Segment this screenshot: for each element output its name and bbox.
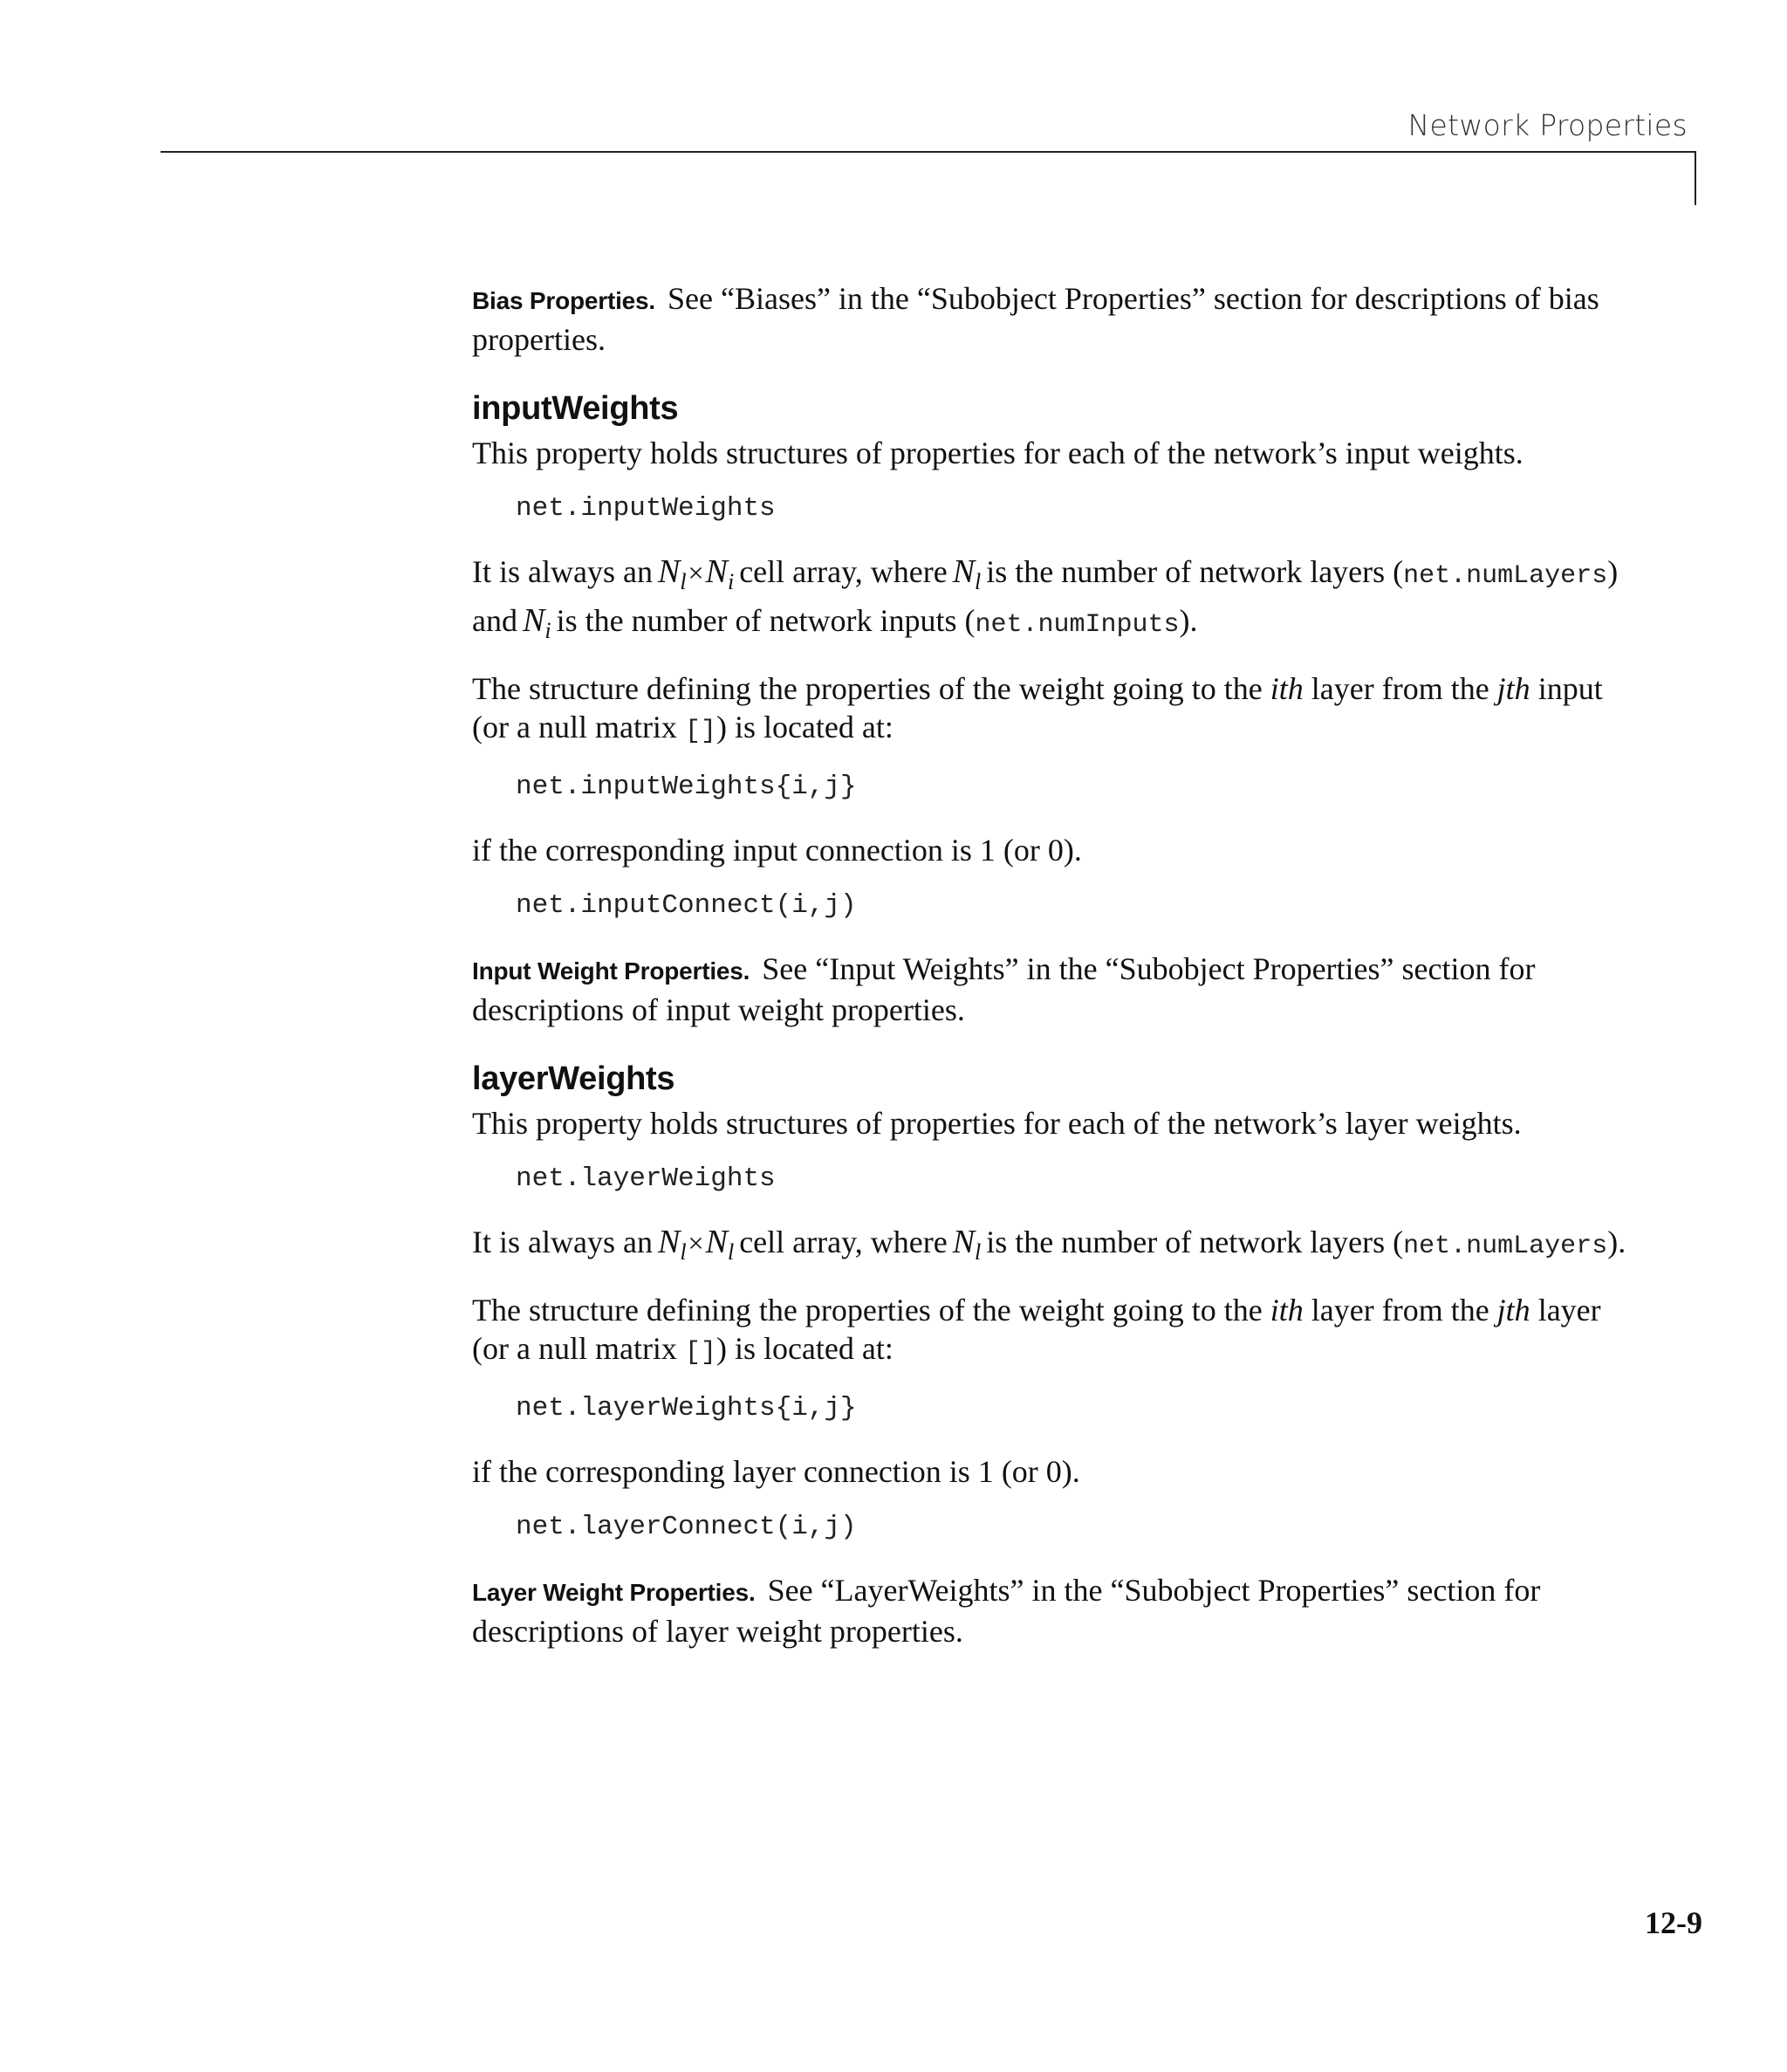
input-weights-code-2: net.inputWeights{i,j}: [516, 772, 857, 802]
page-number: 12-9: [1645, 1905, 1702, 1940]
math-nl: [952, 1224, 982, 1265]
text-span: ) is located at:: [715, 710, 894, 744]
text-span: is the number of network layers (: [986, 1225, 1404, 1259]
bias-properties-runin: Bias Properties.: [472, 287, 655, 314]
text-span: It is always an: [472, 554, 653, 589]
italic-jth: jth: [1496, 1293, 1530, 1328]
layer-weights-structure-paragraph: [472, 1291, 1633, 1372]
layer-weights-heading: layerWeights: [472, 1060, 675, 1097]
bias-properties-paragraph: [472, 279, 1633, 359]
input-weight-properties-paragraph: [472, 950, 1633, 1029]
text-span: It is always an: [472, 1225, 653, 1259]
text-span: ).: [1607, 1225, 1626, 1259]
math-n: N: [705, 553, 728, 590]
math-sub-l: l: [680, 569, 687, 594]
layer-weights-size-paragraph: [472, 1223, 1633, 1272]
input-weights-if-paragraph: if the corresponding input connection is 1 (or 0).: [472, 833, 1082, 868]
code-num-layers: net.numLayers: [1403, 1232, 1608, 1261]
text-span: ).: [1179, 603, 1198, 638]
math-sub-l: l: [727, 1239, 735, 1265]
math-n: N: [952, 553, 976, 590]
header-rule: [161, 151, 1696, 153]
layer-weights-intro: This property holds structures of properties for each of the network’s layer weights.: [472, 1106, 1522, 1141]
math-nl-times-ni: [657, 553, 735, 594]
text-span: ) and: [472, 554, 1619, 638]
math-sub-l: l: [975, 1239, 982, 1265]
layer-weight-properties-runin: Layer Weight Properties.: [472, 1579, 756, 1606]
text-span: input (or a null matrix: [472, 671, 1603, 744]
input-weights-code-1: net.inputWeights: [516, 493, 776, 524]
math-nl-times-nl: [657, 1224, 735, 1265]
layer-weights-code-1: net.layerWeights: [516, 1163, 776, 1194]
math-n: N: [657, 553, 681, 590]
input-weights-size-paragraph: [472, 552, 1633, 650]
math-sub-i: i: [727, 569, 735, 594]
input-weights-heading: inputWeights: [472, 390, 679, 427]
input-weight-properties-runin: Input Weight Properties.: [472, 957, 750, 985]
code-num-inputs: net.numInputs: [975, 610, 1180, 640]
math-sub-l: l: [680, 1239, 687, 1265]
layer-weights-if-paragraph: if the corresponding layer connection is 1 (or 0).: [472, 1454, 1080, 1489]
code-num-layers: net.numLayers: [1403, 561, 1608, 591]
page-body: [472, 279, 1633, 1670]
math-n: N: [657, 1224, 681, 1260]
text-span: is the number of network inputs (: [556, 603, 976, 638]
text-span: The structure defining the properties of the weight going to the: [472, 1293, 1263, 1328]
layer-weights-code-2: net.layerWeights{i,j}: [516, 1393, 857, 1424]
text-span: cell array, where: [739, 554, 948, 589]
text-span: cell array, where: [739, 1225, 948, 1259]
italic-jth: jth: [1496, 671, 1530, 706]
text-span: is the number of network layers (: [986, 554, 1404, 589]
text-span: The structure defining the properties of the weight going to the: [472, 671, 1263, 706]
layer-weight-properties-text: See “LayerWeights” in the “Subobject Properties” section for descriptions of layer weight properties.: [472, 1573, 1541, 1649]
text-span: layer from the: [1311, 1293, 1489, 1328]
math-n: N: [952, 1224, 976, 1260]
math-n: N: [522, 602, 545, 639]
input-weights-intro: This property holds structures of properties for each of the network’s input weights.: [472, 436, 1523, 470]
code-null-matrix: []: [684, 717, 716, 746]
layer-weights-code-3: net.layerConnect(i,j): [516, 1512, 857, 1542]
math-times: ×: [688, 557, 704, 588]
math-ni: [522, 602, 551, 643]
math-sub-l: l: [975, 569, 982, 594]
math-nl: [952, 553, 982, 594]
input-weights-structure-paragraph: [472, 669, 1633, 751]
input-weight-properties-text: See “Input Weights” in the “Subobject Properties” section for descriptions of input weight properties.: [472, 951, 1536, 1027]
math-sub-i: i: [544, 618, 551, 643]
text-span: ) is located at:: [715, 1331, 894, 1366]
bias-properties-text: See “Biases” in the “Subobject Properties” section for descriptions of bias properties.: [472, 281, 1599, 357]
math-times: ×: [688, 1227, 704, 1259]
input-weights-code-3: net.inputConnect(i,j): [516, 890, 857, 921]
layer-weight-properties-paragraph: [472, 1571, 1633, 1650]
text-span: layer (or a null matrix: [472, 1293, 1601, 1366]
running-header-title: Network Properties: [1407, 108, 1688, 142]
code-null-matrix: []: [684, 1338, 716, 1368]
italic-ith: ith: [1270, 671, 1304, 706]
math-n: N: [705, 1224, 728, 1260]
text-span: layer from the: [1311, 671, 1489, 706]
italic-ith: ith: [1270, 1293, 1304, 1328]
header-rule-tick: [1695, 151, 1696, 205]
